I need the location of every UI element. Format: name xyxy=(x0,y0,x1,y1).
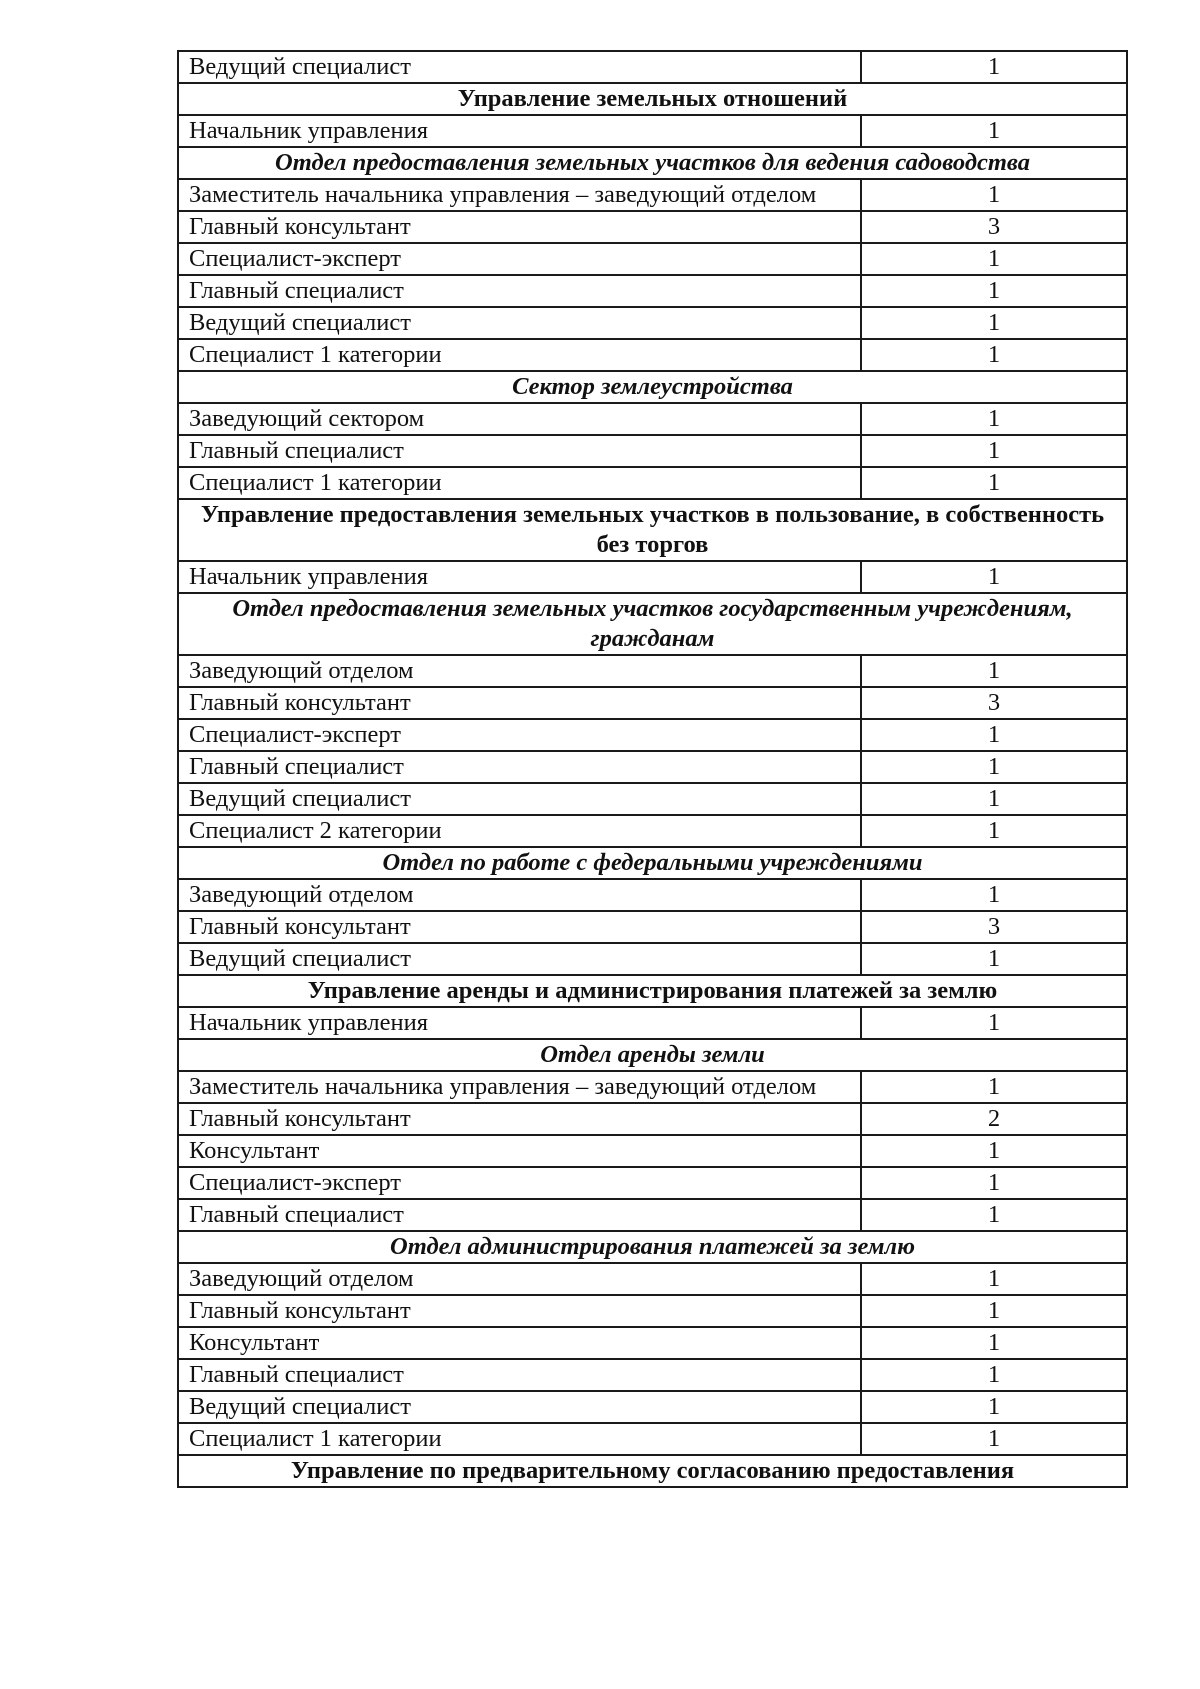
staff-count: 1 xyxy=(861,783,1127,815)
staff-count: 1 xyxy=(861,1391,1127,1423)
division-header-row xyxy=(178,499,1127,561)
staff-count: 1 xyxy=(861,943,1127,975)
position-name: Специалист-эксперт xyxy=(178,243,861,275)
position-row xyxy=(178,719,1127,751)
department-title: Сектор землеустройства xyxy=(178,371,1127,403)
position-name: Главный консультант xyxy=(178,1295,861,1327)
position-row xyxy=(178,51,1127,83)
staff-count: 3 xyxy=(861,211,1127,243)
position-row xyxy=(178,1007,1127,1039)
staff-count: 1 xyxy=(861,655,1127,687)
position-row xyxy=(178,1391,1127,1423)
position-name: Специалист 1 категории xyxy=(178,339,861,371)
position-row xyxy=(178,1103,1127,1135)
position-row xyxy=(178,1263,1127,1295)
position-name: Главный специалист xyxy=(178,275,861,307)
staff-count: 1 xyxy=(861,115,1127,147)
position-name: Начальник управления xyxy=(178,115,861,147)
position-name: Заместитель начальника управления – заведующий отделом xyxy=(178,1071,861,1103)
position-row xyxy=(178,1167,1127,1199)
position-name: Заведующий отделом xyxy=(178,1263,861,1295)
staff-count: 1 xyxy=(861,307,1127,339)
division-header-row xyxy=(178,975,1127,1007)
department-header-row xyxy=(178,1039,1127,1071)
position-row xyxy=(178,911,1127,943)
department-title: Отдел аренды земли xyxy=(178,1039,1127,1071)
staffing-table xyxy=(177,50,1128,1488)
staffing-table-body xyxy=(178,51,1127,1487)
position-name: Специалист-эксперт xyxy=(178,719,861,751)
position-row xyxy=(178,687,1127,719)
position-name: Специалист-эксперт xyxy=(178,1167,861,1199)
position-name: Главный специалист xyxy=(178,435,861,467)
division-title: Управление по предварительному согласованию предоставления xyxy=(178,1455,1127,1487)
position-name: Начальник управления xyxy=(178,561,861,593)
division-title: Управление предоставления земельных участков в пользование, в собственность без торгов xyxy=(178,499,1127,561)
position-row xyxy=(178,1199,1127,1231)
position-name: Главный консультант xyxy=(178,687,861,719)
position-row xyxy=(178,467,1127,499)
staff-count: 1 xyxy=(861,467,1127,499)
department-title: Отдел предоставления земельных участков государственным учреждениям, гражданам xyxy=(178,593,1127,655)
position-row xyxy=(178,179,1127,211)
staff-count: 1 xyxy=(861,1359,1127,1391)
position-row xyxy=(178,1327,1127,1359)
department-header-row xyxy=(178,847,1127,879)
position-name: Заведующий отделом xyxy=(178,655,861,687)
department-header-row xyxy=(178,147,1127,179)
staff-count: 2 xyxy=(861,1103,1127,1135)
staff-count: 1 xyxy=(861,1135,1127,1167)
position-name: Консультант xyxy=(178,1135,861,1167)
staff-count: 3 xyxy=(861,687,1127,719)
department-title: Отдел по работе с федеральными учреждениями xyxy=(178,847,1127,879)
position-name: Главный консультант xyxy=(178,911,861,943)
division-header-row xyxy=(178,83,1127,115)
staff-count: 1 xyxy=(861,1295,1127,1327)
department-title: Отдел администрирования платежей за землю xyxy=(178,1231,1127,1263)
position-row xyxy=(178,1135,1127,1167)
position-row xyxy=(178,1423,1127,1455)
department-header-row xyxy=(178,593,1127,655)
position-name: Главный специалист xyxy=(178,1359,861,1391)
staff-count: 1 xyxy=(861,275,1127,307)
position-row xyxy=(178,435,1127,467)
staff-count: 1 xyxy=(861,243,1127,275)
position-row xyxy=(178,275,1127,307)
staff-count: 1 xyxy=(861,815,1127,847)
position-name: Специалист 2 категории xyxy=(178,815,861,847)
staff-count: 1 xyxy=(861,1071,1127,1103)
staff-count: 1 xyxy=(861,435,1127,467)
position-row xyxy=(178,815,1127,847)
position-name: Ведущий специалист xyxy=(178,51,861,83)
staff-count: 1 xyxy=(861,1007,1127,1039)
position-row xyxy=(178,751,1127,783)
staff-count: 1 xyxy=(861,339,1127,371)
division-header-row xyxy=(178,1455,1127,1487)
position-row xyxy=(178,1359,1127,1391)
position-name: Консультант xyxy=(178,1327,861,1359)
staff-count: 1 xyxy=(861,1199,1127,1231)
position-row xyxy=(178,243,1127,275)
position-row xyxy=(178,1295,1127,1327)
position-name: Ведущий специалист xyxy=(178,783,861,815)
position-name: Начальник управления xyxy=(178,1007,861,1039)
department-title: Отдел предоставления земельных участков для ведения садоводства xyxy=(178,147,1127,179)
position-row xyxy=(178,655,1127,687)
position-name: Специалист 1 категории xyxy=(178,1423,861,1455)
staff-count: 3 xyxy=(861,911,1127,943)
position-row xyxy=(178,115,1127,147)
position-name: Ведущий специалист xyxy=(178,943,861,975)
position-row xyxy=(178,403,1127,435)
position-name: Главный консультант xyxy=(178,1103,861,1135)
department-header-row xyxy=(178,1231,1127,1263)
position-row xyxy=(178,339,1127,371)
staff-count: 1 xyxy=(861,1327,1127,1359)
division-title: Управление земельных отношений xyxy=(178,83,1127,115)
position-name: Ведущий специалист xyxy=(178,1391,861,1423)
position-row xyxy=(178,1071,1127,1103)
staff-count: 1 xyxy=(861,1167,1127,1199)
staff-count: 1 xyxy=(861,179,1127,211)
position-name: Заведующий отделом xyxy=(178,879,861,911)
division-title: Управление аренды и администрирования платежей за землю xyxy=(178,975,1127,1007)
staff-count: 1 xyxy=(861,51,1127,83)
position-row xyxy=(178,943,1127,975)
position-name: Специалист 1 категории xyxy=(178,467,861,499)
staff-count: 1 xyxy=(861,561,1127,593)
staff-count: 1 xyxy=(861,403,1127,435)
position-name: Главный специалист xyxy=(178,751,861,783)
position-row xyxy=(178,879,1127,911)
staff-count: 1 xyxy=(861,879,1127,911)
position-name: Заместитель начальника управления – заведующий отделом xyxy=(178,179,861,211)
position-row xyxy=(178,561,1127,593)
position-row xyxy=(178,307,1127,339)
staff-count: 1 xyxy=(861,719,1127,751)
position-name: Заведующий сектором xyxy=(178,403,861,435)
staff-count: 1 xyxy=(861,1423,1127,1455)
department-header-row xyxy=(178,371,1127,403)
position-name: Ведущий специалист xyxy=(178,307,861,339)
position-name: Главный консультант xyxy=(178,211,861,243)
position-row xyxy=(178,783,1127,815)
staff-count: 1 xyxy=(861,751,1127,783)
staff-count: 1 xyxy=(861,1263,1127,1295)
position-name: Главный специалист xyxy=(178,1199,861,1231)
position-row xyxy=(178,211,1127,243)
